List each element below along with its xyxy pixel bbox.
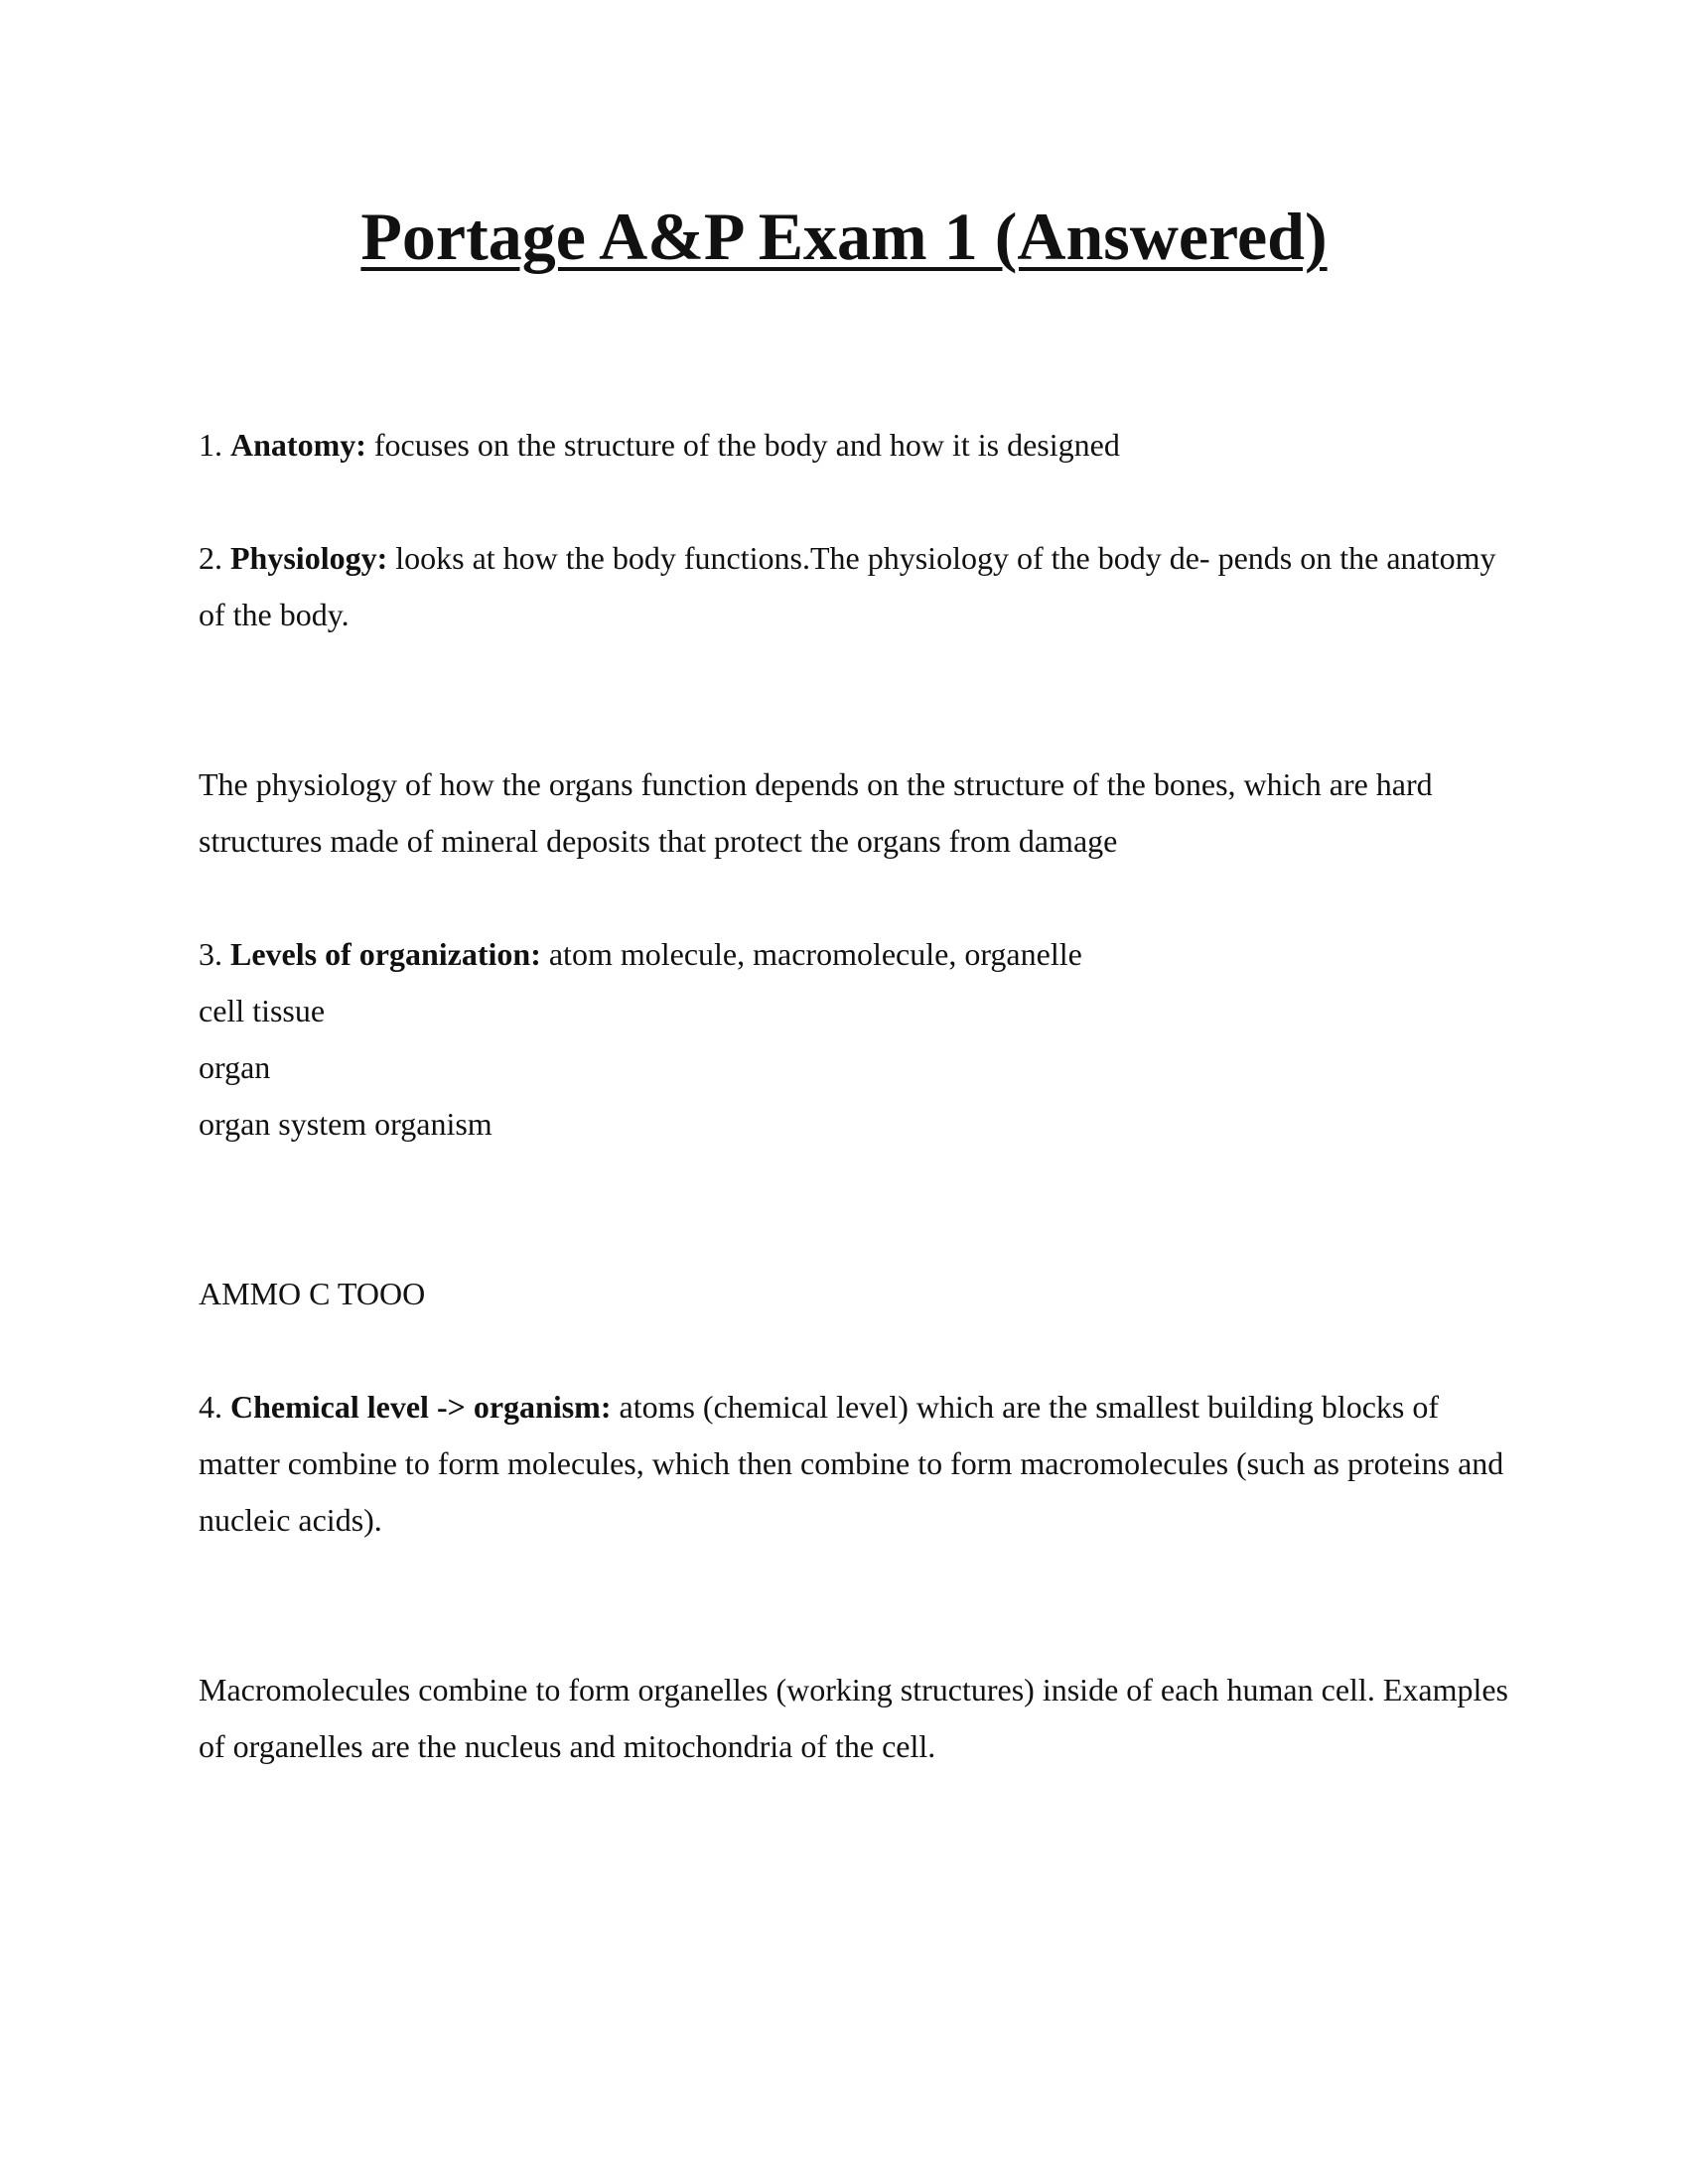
term-physiology: Physiology:: [230, 540, 388, 576]
document-body: [199, 417, 1509, 1775]
definition-anatomy: [199, 417, 1509, 474]
definition-levels: [199, 926, 1509, 983]
item-number: 3.: [199, 936, 222, 972]
mnemonic: AMMO C TOOO: [199, 1276, 426, 1311]
definition-text: looks at how the body functions.The physiology of the body de- pends on the anatomy of the body.: [199, 540, 1496, 632]
title-text: Portage A&P Exam 1 (Answered): [360, 199, 1328, 274]
page-title: [0, 195, 1688, 278]
definition-chemical-level: [199, 1379, 1509, 1549]
levels-line: organ system organism: [199, 1106, 492, 1142]
item-number: 4.: [199, 1389, 222, 1425]
term-anatomy: Anatomy:: [230, 427, 366, 463]
definition-text: atom molecule, macromolecule, organelle: [540, 936, 1082, 972]
item-number: 2.: [199, 540, 222, 576]
term-levels-of-organization: Levels of organization:: [230, 936, 541, 972]
levels-line: organ: [199, 1049, 271, 1085]
definition-text: atoms (chemical level) which are the smallest building blocks of matter combine to form molecules, which then combine to form macromolecules (such as proteins and nucleic acids).: [199, 1389, 1504, 1538]
definition-physiology: [199, 530, 1509, 643]
paragraph-bones: The physiology of how the organs function depends on the structure of the bones, which are hard structures made of mineral deposits that protect the organs from damage: [199, 766, 1433, 859]
paragraph-macromolecules: Macromolecules combine to form organelles (working structures) inside of each human cell. Examples of organelles are the nucleus and mitochondria of the cell.: [199, 1672, 1508, 1764]
definition-text: focuses on the structure of the body and how it is designed: [365, 427, 1120, 463]
term-chemical-level: Chemical level -> organism:: [230, 1389, 612, 1425]
item-number: 1.: [199, 427, 222, 463]
levels-line: cell tissue: [199, 993, 326, 1028]
